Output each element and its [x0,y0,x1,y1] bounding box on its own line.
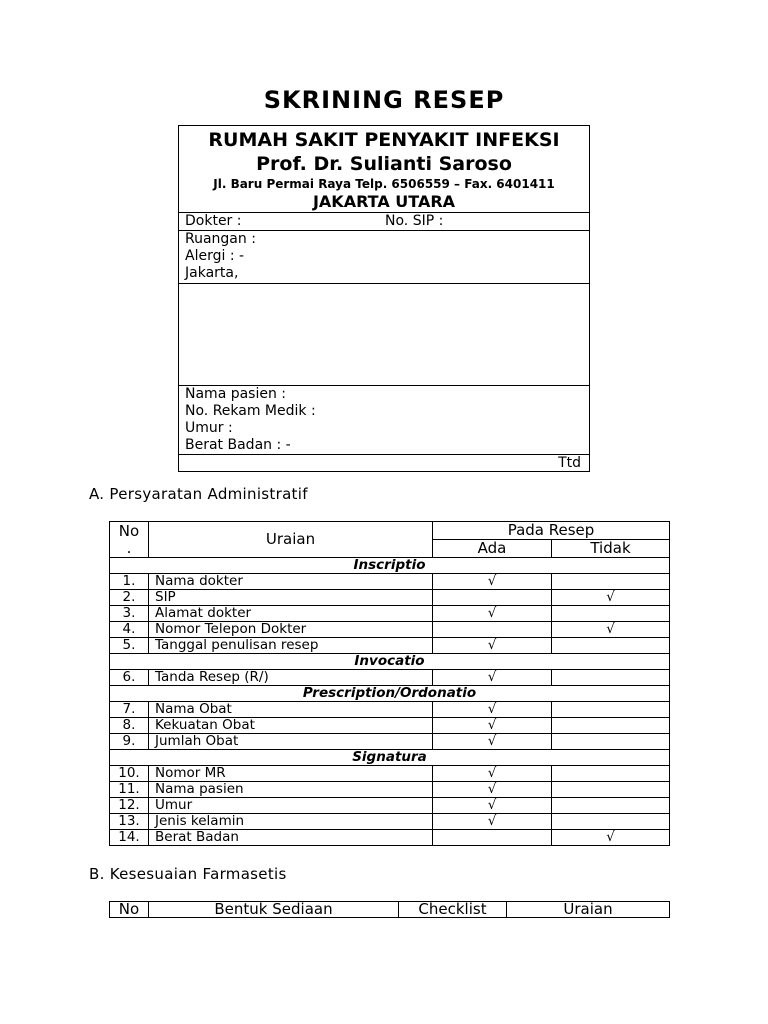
age-label: Umur : [185,420,233,436]
row-description: Nomor Telepon Dokter [149,622,433,638]
pharmaceutical-table [109,901,670,918]
row-number: 14. [110,830,149,846]
check-tidak [552,766,670,782]
group-row [110,750,670,766]
hospital-subtitle: Prof. Dr. Sulianti Saroso [256,153,512,175]
table-row [110,590,670,606]
check-tidak [552,718,670,734]
col-uraian-header: Uraian [507,902,670,918]
table-row [110,766,670,782]
row-description: Tanda Resep (R/) [149,670,433,686]
doctor-label: Dokter : [185,213,242,229]
table-row [110,670,670,686]
table-row [110,622,670,638]
row-number: 10. [110,766,149,782]
allergy-label: Alergi : - [185,248,245,264]
check-tidak: √ [552,830,670,846]
check-ada [433,622,552,638]
check-ada [433,830,552,846]
row-description: Umur [149,798,433,814]
row-number: 2. [110,590,149,606]
row-description: Nama pasien [149,782,433,798]
row-number: 1. [110,574,149,590]
row-number: 3. [110,606,149,622]
row-description: SIP [149,590,433,606]
row-number: 6. [110,670,149,686]
row-description: Berat Badan [149,830,433,846]
check-ada: √ [433,638,552,654]
room-label: Ruangan : [185,231,256,247]
row-number: 11. [110,782,149,798]
section-a-heading: A. Persyaratan Administratif [89,485,308,503]
check-tidak [552,574,670,590]
row-description: Jenis kelamin [149,814,433,830]
row-number: 4. [110,622,149,638]
check-tidak [552,606,670,622]
table-row [110,814,670,830]
table-row [110,782,670,798]
check-tidak [552,702,670,718]
table-row [110,734,670,750]
prescription-form [178,125,590,472]
room-info [179,231,589,284]
row-number: 13. [110,814,149,830]
row-description: Jumlah Obat [149,734,433,750]
place-date-label: Jakarta, [185,265,239,281]
section-b-heading: B. Kesesuaian Farmasetis [89,865,287,883]
page-title: SKRINING RESEP [263,86,505,114]
hospital-name: RUMAH SAKIT PENYAKIT INFEKSI [208,129,560,151]
row-description: Tanggal penulisan resep [149,638,433,654]
row-description: Alamat dokter [149,606,433,622]
row-description: Kekuatan Obat [149,718,433,734]
check-ada: √ [433,670,552,686]
check-tidak [552,782,670,798]
col-tidak-header: Tidak [552,540,670,558]
check-ada [433,590,552,606]
check-ada: √ [433,718,552,734]
doctor-row [179,213,589,231]
col-pada-resep-header: Pada Resep [433,522,670,540]
weight-label: Berat Badan : - [185,437,291,453]
check-ada: √ [433,574,552,590]
col-no-header: No . [110,522,149,558]
row-number: 9. [110,734,149,750]
patient-info [179,386,589,455]
group-row [110,686,670,702]
row-description: Nama dokter [149,574,433,590]
check-ada: √ [433,782,552,798]
row-number: 12. [110,798,149,814]
row-number: 5. [110,638,149,654]
check-ada: √ [433,702,552,718]
check-ada: √ [433,734,552,750]
check-tidak [552,798,670,814]
group-label: Inscriptio [110,558,670,574]
table-row [110,798,670,814]
administrative-table-body [110,558,670,846]
hospital-city: JAKARTA UTARA [312,192,456,211]
table-row [110,830,670,846]
row-number: 8. [110,718,149,734]
group-label: Invocatio [110,654,670,670]
col-uraian-header: Uraian [149,522,433,558]
row-number: 7. [110,702,149,718]
check-tidak [552,638,670,654]
table-row [110,718,670,734]
check-ada: √ [433,766,552,782]
check-tidak [552,670,670,686]
col-checklist-header: Checklist [399,902,507,918]
check-tidak: √ [552,590,670,606]
col-bentuk-header: Bentuk Sediaan [149,902,399,918]
table-row [110,574,670,590]
hospital-header [179,126,589,213]
signature-label: Ttd [558,455,581,471]
patient-name-label: Nama pasien : [185,386,287,402]
check-tidak [552,814,670,830]
row-description: Nama Obat [149,702,433,718]
col-no-header: No [110,902,149,918]
administrative-table [109,521,670,846]
col-ada-header: Ada [433,540,552,558]
group-row [110,558,670,574]
group-row [110,654,670,670]
check-ada: √ [433,798,552,814]
table-row [110,606,670,622]
check-tidak: √ [552,622,670,638]
check-tidak [552,734,670,750]
group-label: Signatura [110,750,670,766]
check-ada: √ [433,814,552,830]
row-description: Nomor MR [149,766,433,782]
hospital-address: Jl. Baru Permai Raya Telp. 6506559 – Fax. 6401411 [213,177,555,191]
check-ada: √ [433,606,552,622]
table-row [110,702,670,718]
table-row [110,638,670,654]
sip-label: No. SIP : [385,213,444,229]
group-label: Prescription/Ordonatio [110,686,670,702]
medical-record-label: No. Rekam Medik : [185,403,316,419]
prescription-body [179,284,589,386]
